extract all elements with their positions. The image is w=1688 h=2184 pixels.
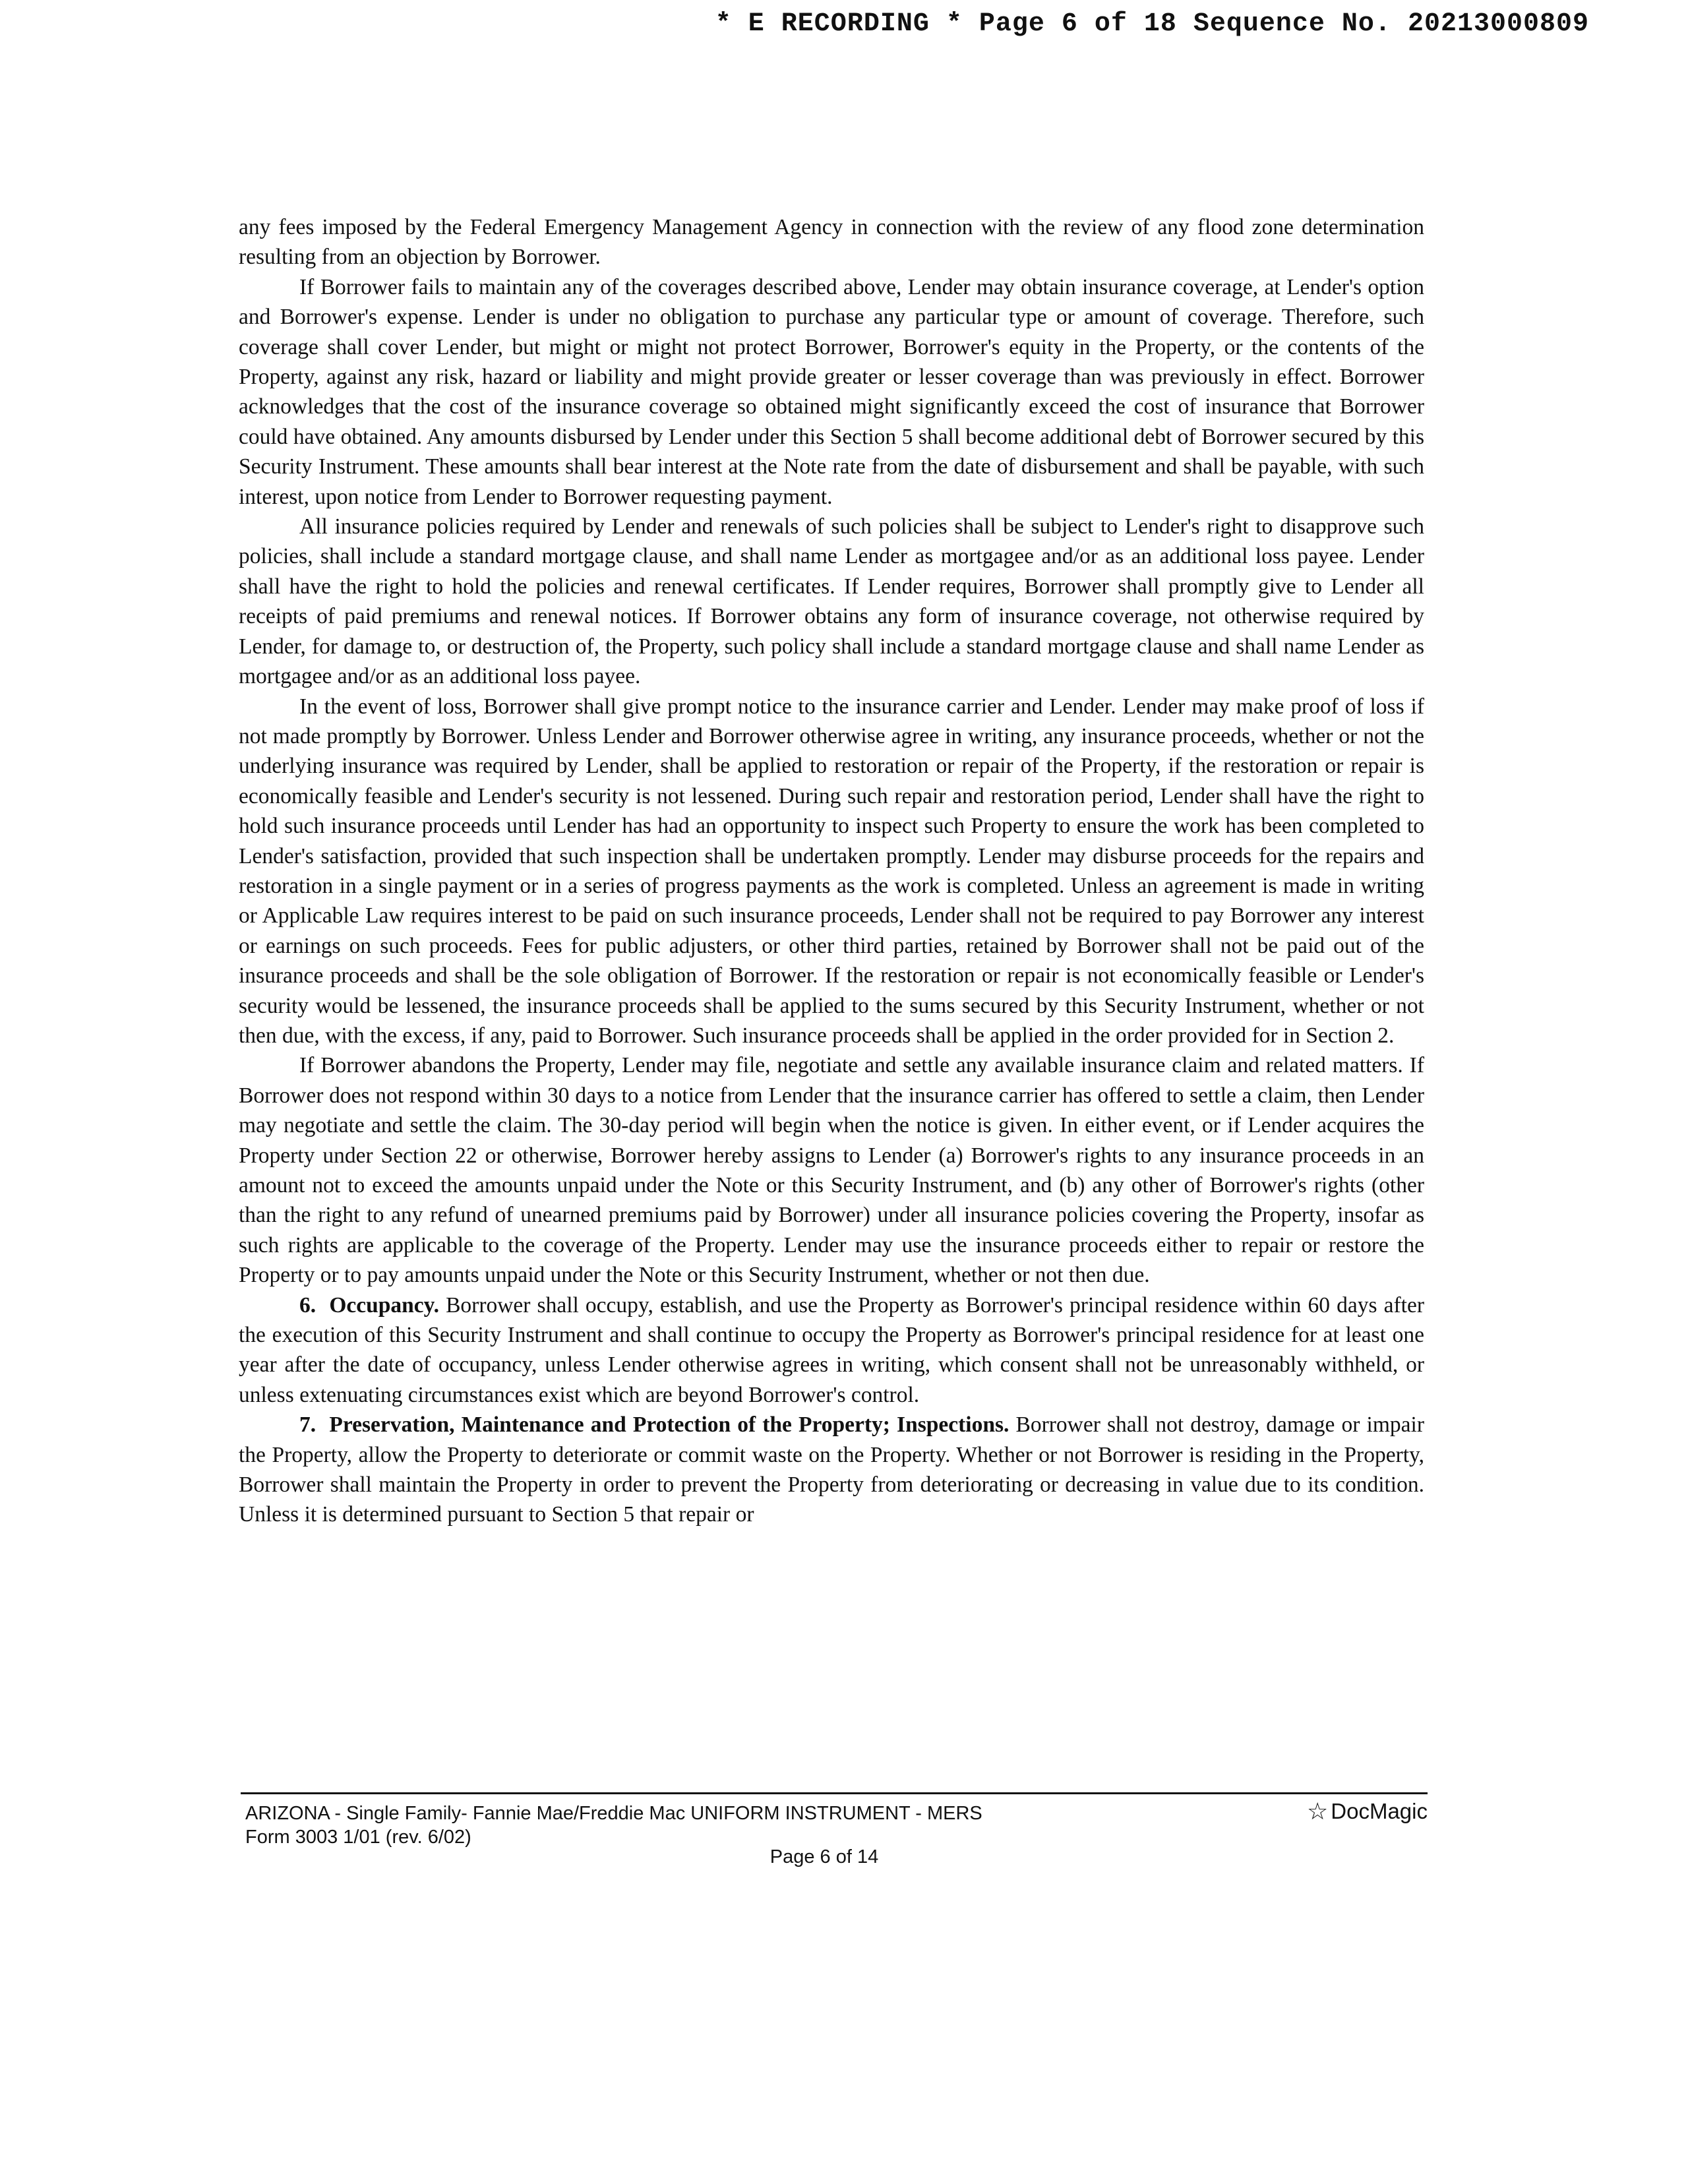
footer-divider [241, 1792, 1428, 1794]
footer-form-number: Form 3003 1/01 (rev. 6/02) [245, 1827, 471, 1848]
footer-page-number: Page 6 of 14 [769, 1846, 879, 1867]
paragraph-event-of-loss: In the event of loss, Borrower shall give prompt notice to the insurance carrier and Lender. Lender may make proof of loss if not made promptly by Borrower. Unless Lender and Borrower otherwise agree in writing, any insurance proceeds, whether or not the underlying insurance was required by Lender, shall be applied to restoration or repair of the Property, if the restoration or repair is economically feasible and Lender's security is not lessened. During such repair and restoration period, Lender shall have the right to hold such insurance proceeds until Lender has had an opportunity to inspect such Property to ensure the work has been completed to Lender's satisfaction, provided that such inspection shall be undertaken promptly. Lender may disburse proceeds for the repairs and restoration in a single payment or in a series of progress payments as the work is completed. Unless an agreement is made in writing or Applicable Law requires interest to be paid on such insurance proceeds, Lender shall not be required to pay Borrower any interest or earnings on such proceeds. Fees for public adjusters, or other third parties, retained by Borrower shall not be paid out of the insurance proceeds and shall be the sole obligation of Borrower. If the restoration or repair is not economically feasible or Lender's security would be lessened, the insurance proceeds shall be applied to the sums secured by this Security Instrument, whether or not then due, with the excess, if any, paid to Borrower. Such insurance proceeds shall be applied in the order provided for in Section 2. [239, 694, 1424, 1048]
paragraph-flood-fees: any fees imposed by the Federal Emergency Management Agency in connection with the review of any flood zone determination resulting from an objection by Borrower. [239, 215, 1424, 270]
section-6-text: Borrower shall occupy, establish, and use the Property as Borrower's principal residence within 60 days after the execution of this Security Instrument and shall continue to occupy the Property as Borrower's principal residence for at least one year after the date of occupancy, unless Lender otherwise agrees in writing, which consent shall not be unreasonably withheld, or unless extenuating circumstances exist which are beyond Borrower's control. [239, 1292, 1425, 1407]
footer-form-title: ARIZONA - Single Family- Fannie Mae/Freddie Mac UNIFORM INSTRUMENT - MERS [245, 1803, 982, 1824]
section-7-number: 7. [299, 1412, 316, 1438]
section-7-text: Borrower shall not destroy, damage or impair the Property, allow the Property to deteriorate or commit waste on the Property. Whether or not Borrower is residing in the Property, Borrower shall maintain the Property in order to prevent the Property from deteriorating or decreasing in value due to its condition. Unless it is determined pursuant to Section 5 that repair or [239, 1412, 1424, 1527]
paragraph-lender-coverage: If Borrower fails to maintain any of the coverages described above, Lender may obtain insurance coverage, at Lender's option and Borrower's expense. Lender is under no obligation to purchase any particular type or amount of coverage. Therefore, such coverage shall cover Lender, but might or might not protect Borrower, Borrower's equity in the Property, or the contents of the Property, against any risk, hazard or liability and might provide greater or lesser coverage than was previously in effect. Borrower acknowledges that the cost of the insurance coverage so obtained might significantly exceed the cost of insurance that Borrower could have obtained. Any amounts disbursed by Lender under this Section 5 shall become additional debt of Borrower secured by this Security Instrument. These amounts shall bear interest at the Note rate from the date of disbursement and shall be payable, with such interest, upon notice from Lender to Borrower requesting payment. [239, 274, 1424, 509]
section-6-number: 6. [299, 1292, 316, 1318]
section-6-occupancy [239, 1290, 1424, 1410]
paragraph-insurance-policies: All insurance policies required by Lender and renewals of such policies shall be subject to Lender's right to disapprove such policies, shall include a standard mortgage clause, and shall name Lender as mortgagee and/or as an additional loss payee. Lender shall have the right to hold the policies and renewal certificates. If Lender requires, Borrower shall promptly give to Lender all receipts of paid premiums and renewal notices. If Borrower obtains any form of insurance coverage, not otherwise required by Lender, for damage to, or destruction of, the Property, such policy shall include a standard mortgage clause and shall name Lender as mortgagee and/or as an additional loss payee. [239, 514, 1424, 689]
footer-form-info [245, 1802, 982, 1849]
section-6-heading: Occupancy. [329, 1292, 439, 1318]
star-icon: ☆ [1307, 1798, 1329, 1825]
document-body [239, 212, 1424, 1530]
paragraph-abandonment: If Borrower abandons the Property, Lender may file, negotiate and settle any available insurance claim and related matters. If Borrower does not respond within 30 days to a notice from Lender that the insurance carrier has offered to settle a claim, then Lender may negotiate and settle the claim. The 30-day period will begin when the notice is given. In either event, or if Lender acquires the Property under Section 22 or otherwise, Borrower hereby assigns to Lender (a) Borrower's rights to any insurance proceeds in an amount not to exceed the amounts unpaid under the Note or this Security Instrument, and (b) any other of Borrower's rights (other than the right to any refund of unearned premiums paid by Borrower) under all insurance policies covering the Property, insofar as such rights are applicable to the coverage of the Property. Lender may use the insurance proceeds either to repair or restore the Property or to pay amounts unpaid under the Note or this Security Instrument, whether or not then due. [239, 1053, 1424, 1288]
section-7-heading: Preservation, Maintenance and Protection of the Property; Inspections. [329, 1412, 1010, 1438]
footer-brand-name: DocMagic [1331, 1799, 1428, 1823]
recording-stamp: * E RECORDING * Page 6 of 18 Sequence No. 20213000809 [715, 9, 1589, 39]
section-7-preservation [239, 1410, 1424, 1530]
footer-brand [1307, 1798, 1428, 1825]
